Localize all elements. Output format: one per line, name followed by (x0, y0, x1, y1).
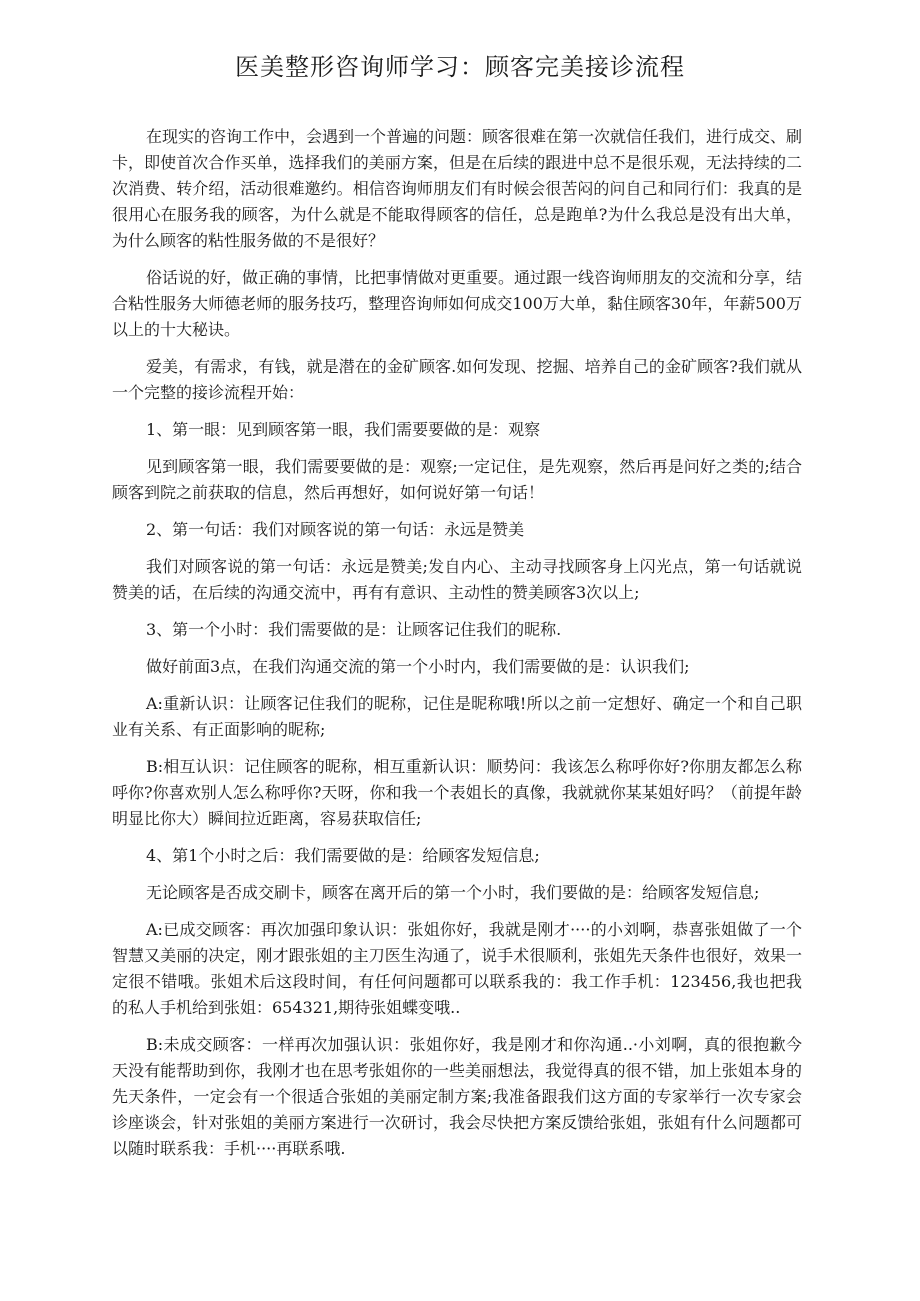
step-3-detail: 做好前面3点，在我们沟通交流的第一个小时内，我们需要做的是：认识我们; (146, 657, 690, 676)
step-3-point-a: A:重新认识：让顾客记住我们的昵称，记住是昵称哦!所以之前一定想好、确定一个和自己职业有关系、有正面影响的昵称; (112, 694, 802, 739)
paragraph-intro: 在现实的咨询工作中，会遇到一个普遍的问题：顾客很难在第一次就信任我们，进行成交、刷卡，即使首次合作买单，选择我们的美丽方案，但是在后续的跟进中总不是很乐观，无法持续的二次消费、转介绍，活动很难邀约。相信咨询师朋友们有时候会很苦闷的问自己和同行们：我真的是很用心在服务我的顾客，为什么就是不能取得顾客的信任，总是跑单?为什么我总是没有出大单，为什么顾客的粘性服务做的不是很好？ (112, 127, 803, 250)
document-body (112, 124, 802, 1173)
step-1-heading: 1、第一眼：见到顾客第一眼，我们需要要做的是：观察 (146, 420, 541, 439)
step-4-detail: 无论顾客是否成交刷卡，顾客在离开后的第一个小时，我们要做的是：给顾客发短信息; (146, 883, 760, 902)
step-3-point-b: B:相互认识：记住顾客的昵称，相互重新认识：顺势问：我该怎么称呼你好?你朋友都怎么称呼你?你喜欢别人怎么称呼你?天呀，你和我一个表姐长的真像，我就就你某某姐好吗？（前提年龄明显比你大）瞬间拉近距离，容易获取信任; (112, 757, 802, 828)
step-2-detail: 我们对顾客说的第一句话：永远是赞美;发自内心、主动寻找顾客身上闪光点，第一句话就说赞美的话，在后续的沟通交流中，再有有意识、主动性的赞美顾客3次以上; (112, 557, 802, 602)
paragraph-proverb: 俗话说的好，做正确的事情，比把事情做对更重要。通过跟一线咨询师朋友的交流和分享，结合粘性服务大师德老师的服务技巧，整理咨询师如何成交100万大单，黏住顾客30年，年薪500万以上的十大秘诀。 (112, 268, 803, 339)
paragraph-gold-customer: 爱美，有需求，有钱，就是潜在的金矿顾客.如何发现、挖掘、培养自己的金矿顾客?我们就从一个完整的接诊流程开始： (112, 357, 802, 402)
step-4-heading: 4、第1个小时之后：我们需要做的是：给顾客发短信息; (146, 846, 540, 865)
step-1-detail: 见到顾客第一眼，我们需要要做的是：观察;一定记住，是先观察，然后再是问好之类的;结合顾客到院之前获取的信息，然后再想好，如何说好第一句话！ (112, 457, 802, 502)
step-2-heading: 2、第一句话：我们对顾客说的第一句话：永远是赞美 (146, 520, 525, 539)
step-4-point-a: A:已成交顾客：再次加强印象认识：张姐你好，我就是刚才····的小刘啊，恭喜张姐做了一个智慧又美丽的决定，刚才跟张姐的主刀医生沟通了，说手术很顺利，张姐先天条件也很好，效果一定很不错哦。张姐术后这段时间，有任何问题都可以联系我的：我工作手机：123456,我也把我的私人手机给到张姐：654321,期待张姐蝶变哦.. (112, 920, 802, 1017)
page-title: 医美整形咨询师学习：顾客完美接诊流程 (235, 53, 685, 81)
step-4-point-b: B:未成交顾客：一样再次加强认识：张姐你好，我是刚才和你沟通..·小刘啊，真的很抱歉今天没有能帮助到你，我刚才也在思考张姐你的一些美丽想法，我觉得真的很不错，加上张姐本身的先天条件，一定会有一个很适合张姐的美丽定制方案;我准备跟我们这方面的专家举行一次专家会诊座谈会，针对张姐的美丽方案进行一次研讨，我会尽快把方案反馈给张姐，张姐有什么问题都可以随时联系我：手机····再联系哦. (112, 1035, 802, 1158)
step-3-heading: 3、第一个小时：我们需要做的是：让顾客记住我们的昵称. (146, 620, 562, 639)
